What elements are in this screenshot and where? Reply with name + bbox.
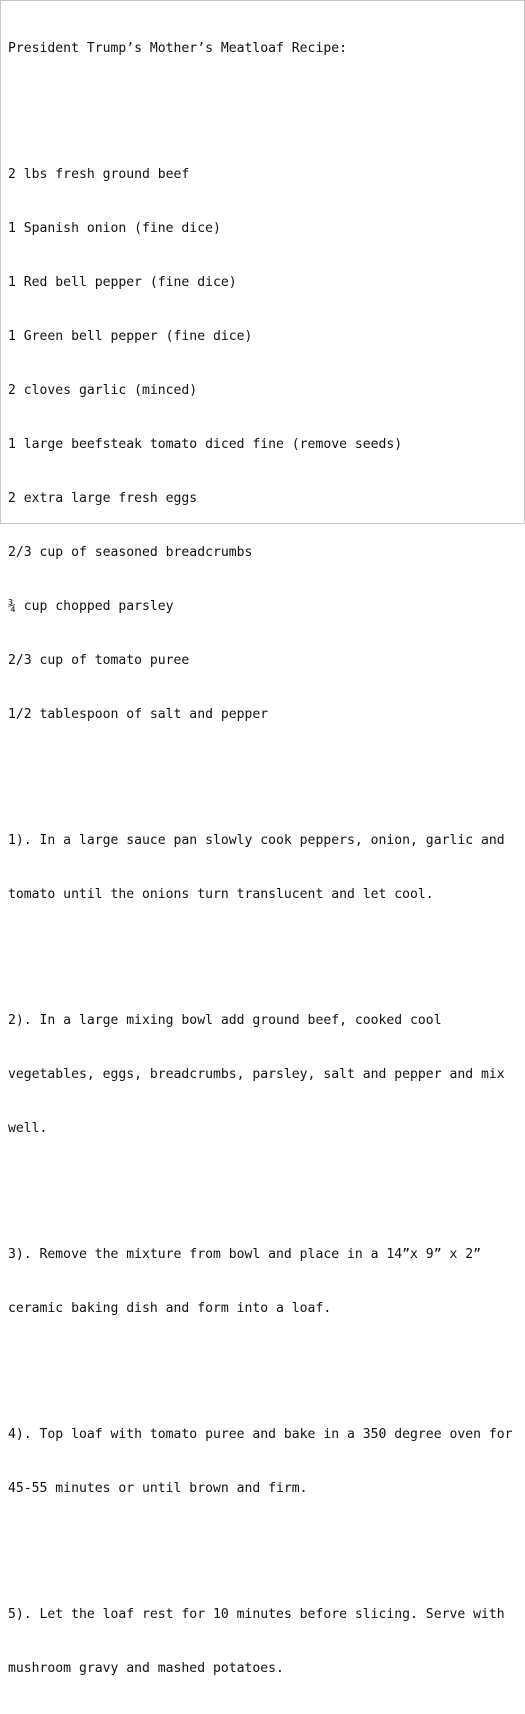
ingredient-line: 1 large beefsteak tomato diced fine (remove seeds) [8, 437, 403, 452]
blank-line [8, 760, 524, 778]
step-2-line: 2). In a large mixing bowl add ground beef, cooked cool [8, 1013, 442, 1028]
ingredient-line: 1 Green bell pepper (fine dice) [8, 329, 253, 344]
ingredient-line: 1 Spanish onion (fine dice) [8, 221, 221, 236]
ingredient-line: 2 extra large fresh eggs [8, 491, 198, 506]
blank-line [8, 1174, 524, 1192]
step-1-line: 1). In a large sauce pan slowly cook peppers, onion, garlic and [8, 833, 505, 848]
blank-line [8, 940, 524, 958]
ingredient-line: 2 cloves garlic (minced) [8, 383, 198, 398]
blank-line [8, 1354, 524, 1372]
ingredient-line: 2/3 cup of tomato puree [8, 653, 190, 668]
step-3-line: 3). Remove the mixture from bowl and place in a 14”x 9” x 2” [8, 1247, 481, 1262]
step-1-line: tomato until the onions turn translucent and let cool. [8, 887, 434, 902]
recipe-text [8, 4, 524, 1714]
ingredient-line: 2/3 cup of seasoned breadcrumbs [8, 545, 253, 560]
step-2-line: well. [8, 1121, 48, 1136]
ingredient-line: 2 lbs fresh ground beef [8, 167, 190, 182]
blank-line [8, 1534, 524, 1552]
step-5-line: 5). Let the loaf rest for 10 minutes before slicing. Serve with [8, 1607, 505, 1622]
ingredient-line: 1/2 tablespoon of salt and pepper [8, 707, 269, 722]
blank-line [8, 94, 524, 112]
recipe-title: President Trump’s Mother’s Meatloaf Recipe: [8, 41, 347, 56]
step-3-line: ceramic baking dish and form into a loaf. [8, 1301, 332, 1316]
step-4-line: 45-55 minutes or until brown and firm. [8, 1481, 308, 1496]
step-4-line: 4). Top loaf with tomato puree and bake in a 350 degree oven for [8, 1427, 513, 1442]
ingredient-line: 1 Red bell pepper (fine dice) [8, 275, 237, 290]
ingredient-line: ¾ cup chopped parsley [8, 599, 174, 614]
step-5-line: mushroom gravy and mashed potatoes. [8, 1661, 284, 1676]
step-2-line: vegetables, eggs, breadcrumbs, parsley, salt and pepper and mix [8, 1067, 505, 1082]
